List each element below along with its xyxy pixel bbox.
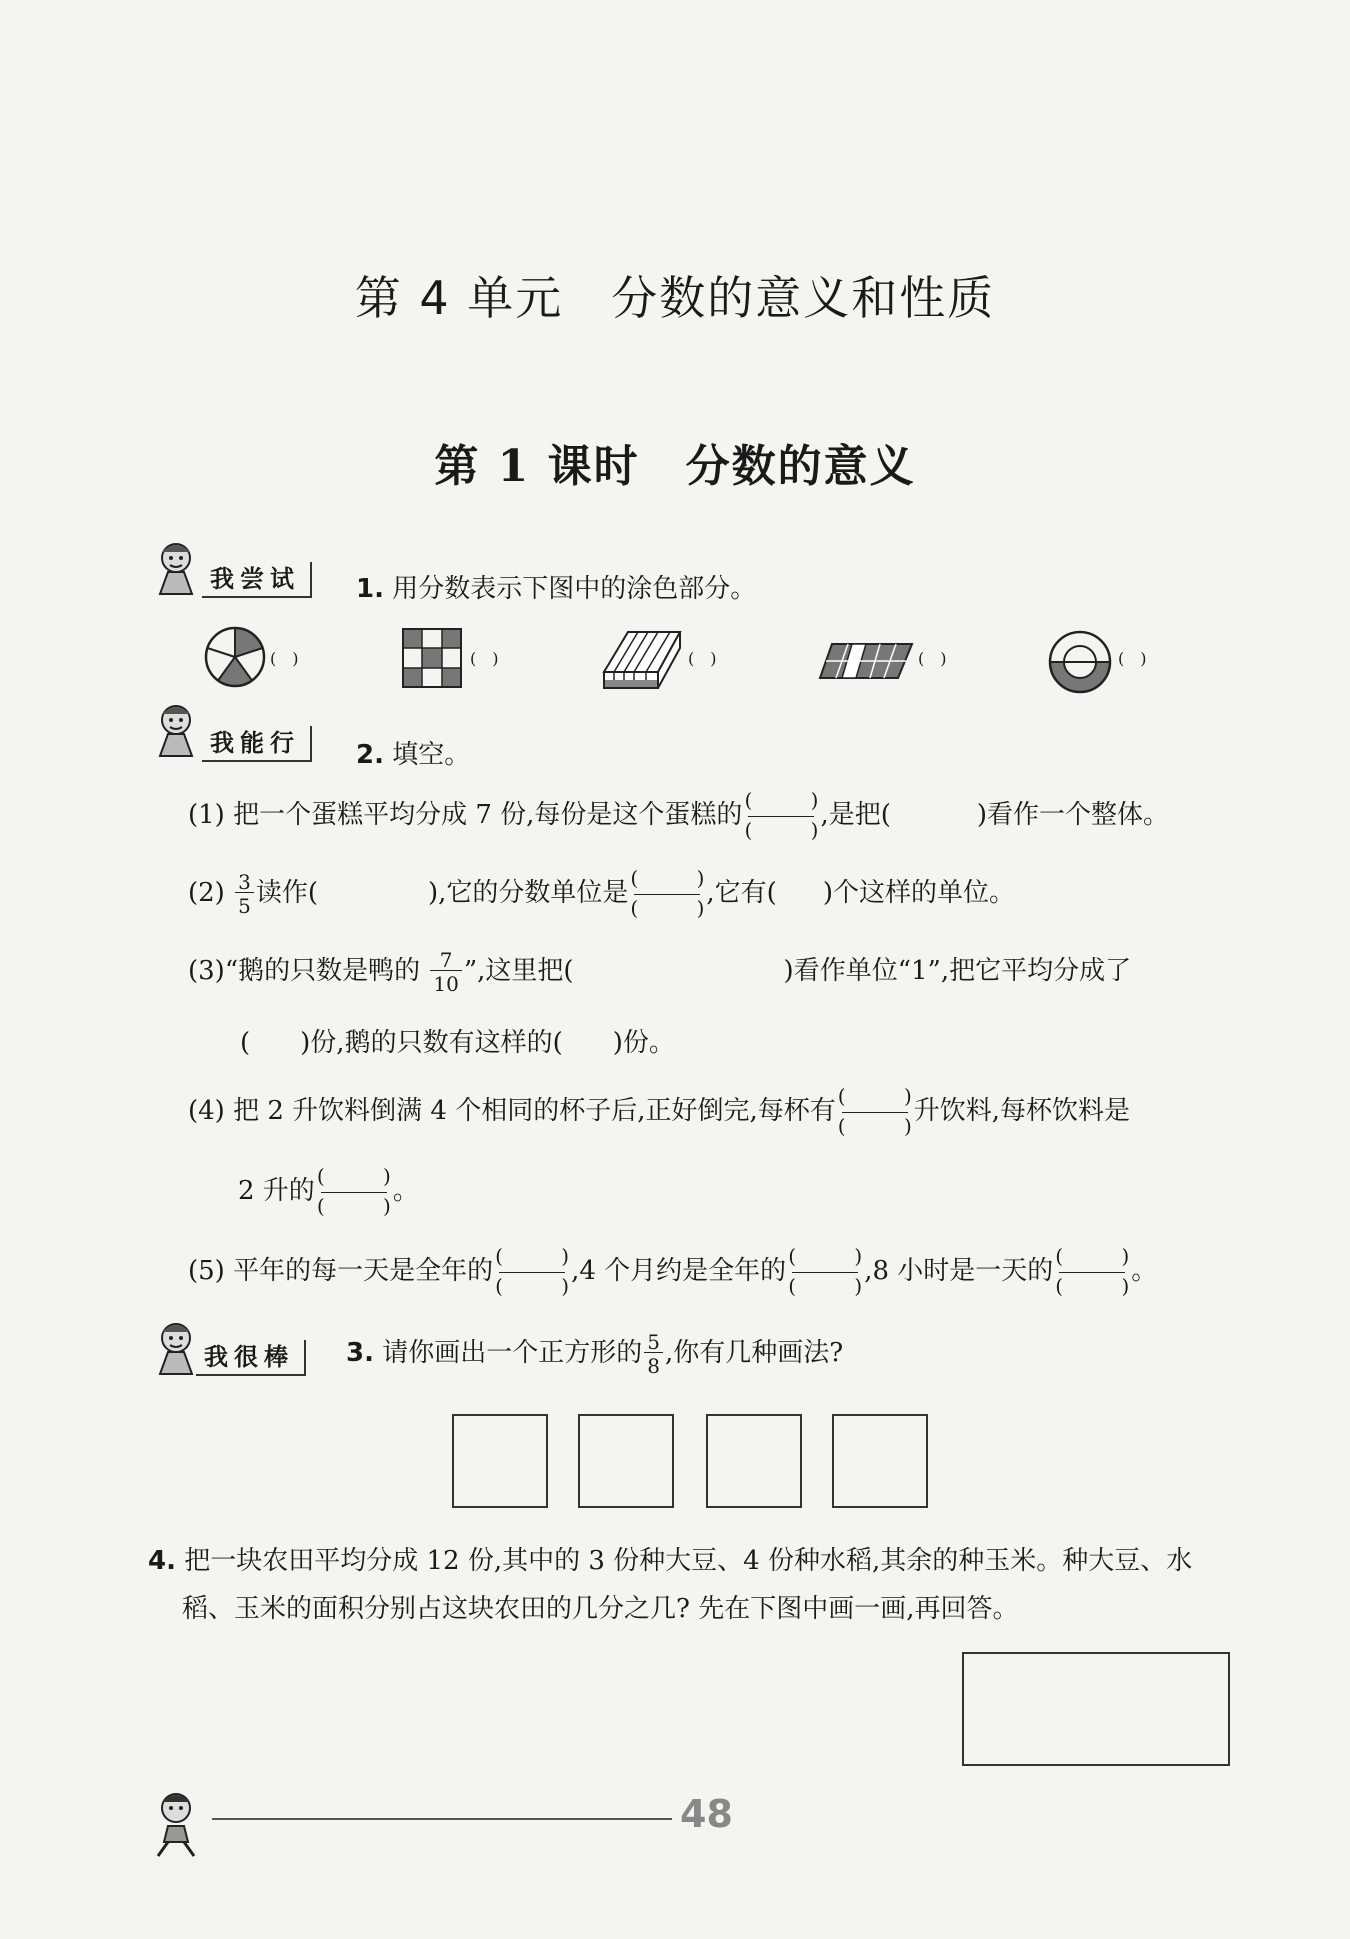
fraction-blank[interactable]: ( ) ( ): [316, 1164, 391, 1218]
q2-p3-text-a: (3)“鹅的只数是鸭的: [188, 956, 421, 986]
q2-p2-text-b: 读作(: [255, 878, 318, 908]
mascot-girl-icon: [150, 538, 202, 602]
q1-text: 用分数表示下图中的涂色部分。: [392, 574, 757, 604]
fraction-blank[interactable]: ( ) ( ): [788, 1244, 863, 1298]
fraction-denominator: 10: [430, 970, 461, 994]
q2-part-4: [188, 1086, 1130, 1138]
q2-p5-text-d: 。: [1131, 1256, 1158, 1286]
drawing-square-2[interactable]: [578, 1414, 674, 1508]
q2-p2-text-c: ),它的分数单位是: [428, 878, 629, 908]
mascot-girl-icon: [150, 700, 202, 764]
q3-text-b: ,你有几种画法?: [664, 1338, 844, 1368]
figure-circle-sectors: [204, 626, 266, 688]
figure-parallelogram: [818, 642, 914, 680]
drawing-square-1[interactable]: [452, 1414, 548, 1508]
fraction-7-10: [430, 950, 461, 994]
figure-ring: [1048, 630, 1112, 694]
q1-number: 1.: [356, 574, 384, 604]
drawing-field-rectangle[interactable]: [962, 1652, 1230, 1766]
fraction-3-5: [235, 872, 254, 916]
q2-part-1: [188, 790, 1169, 842]
q2-part-5: [188, 1246, 1157, 1298]
figure-prism-blocks: [602, 628, 682, 690]
fraction-blank[interactable]: ( ) ( ): [495, 1244, 570, 1298]
q4-line-2: 稻、玉米的面积分别占这块农田的几分之几? 先在下图中画一画,再回答。: [182, 1594, 1019, 1624]
lesson-title: 第 1 课时 分数的意义: [434, 441, 916, 492]
badge-great: 我很棒: [196, 1340, 306, 1376]
q4-line-1: [148, 1540, 1192, 1577]
q2-p5-text-b: ,4 个月约是全年的: [571, 1256, 787, 1286]
q2-p3-text-e: )份,鹅的只数有这样的(: [300, 1028, 563, 1058]
q3-number: 3.: [346, 1338, 374, 1368]
fraction-denominator: 8: [644, 1352, 663, 1376]
q2-part-3-cont: [240, 1022, 675, 1059]
q1-answer-4[interactable]: ( ): [918, 649, 947, 668]
badge-try: 我尝试: [202, 562, 312, 598]
q3-text-a: 请你画出一个正方形的: [382, 1338, 643, 1368]
fraction-blank[interactable]: ( ) ( ): [744, 788, 819, 842]
q2-p3-text-c: )看作单位“1”,把它平均分成了: [783, 956, 1132, 986]
mascot-runner-icon: [146, 1790, 210, 1860]
q1-answer-3[interactable]: ( ): [688, 649, 717, 668]
q1-answer-5[interactable]: ( ): [1118, 649, 1147, 668]
q2-part-2: [188, 868, 1015, 920]
q2-p2-text-d: ,它有(: [706, 878, 777, 908]
drawing-square-4[interactable]: [832, 1414, 928, 1508]
fraction-blank[interactable]: ( ) ( ): [1055, 1244, 1130, 1298]
fraction-blank[interactable]: ( ) ( ): [630, 866, 705, 920]
q4-number: 4.: [148, 1546, 176, 1576]
q2-part-4-cont: [238, 1166, 419, 1218]
drawing-square-3[interactable]: [706, 1414, 802, 1508]
unit-title: 第 4 单元 分数的意义和性质: [354, 271, 996, 325]
fraction-denominator: 5: [235, 892, 254, 916]
page-number: 48: [680, 1792, 733, 1836]
q2-number: 2.: [356, 740, 384, 770]
q2-p1-text-c: )看作一个整体。: [976, 800, 1170, 830]
q2-text: 填空。: [392, 740, 471, 770]
figure-grid-squares: [402, 628, 462, 688]
q2-p1-text-a: (1) 把一个蛋糕平均分成 7 份,每份是这个蛋糕的: [188, 800, 743, 830]
q2-p5-text-a: (5) 平年的每一天是全年的: [188, 1256, 494, 1286]
q2-p4-text-c: 2 升的: [238, 1176, 315, 1206]
fraction-5-8: [644, 1332, 663, 1376]
q2-p3-text-b: ”,这里把(: [463, 956, 574, 986]
q4-text-line-1: 把一块农田平均分成 12 份,其中的 3 份种大豆、4 份种水稻,其余的种玉米。种大豆、水: [184, 1546, 1193, 1576]
q2-p3-text-d: (: [240, 1028, 251, 1058]
q2-p4-text-a: (4) 把 2 升饮料倒满 4 个相同的杯子后,正好倒完,每杯有: [188, 1096, 836, 1126]
q2-p2-text-a: (2): [188, 878, 225, 908]
fraction-numerator: 7: [439, 948, 453, 972]
q3-prompt: [346, 1332, 843, 1376]
q2-p1-text-b: ,是把(: [820, 800, 891, 830]
fraction-numerator: 5: [647, 1330, 660, 1354]
fraction-blank[interactable]: ( ) ( ): [837, 1084, 912, 1138]
q1-answer-1[interactable]: ( ): [270, 649, 299, 668]
footer-rule: [212, 1818, 672, 1820]
q2-p4-text-d: 。: [392, 1176, 419, 1206]
mascot-girl-icon: [150, 1318, 202, 1382]
q2-part-3: [188, 950, 1131, 994]
q1-prompt: [356, 568, 756, 605]
q2-p4-text-b: 升饮料,每杯饮料是: [913, 1096, 1131, 1126]
q1-answer-2[interactable]: ( ): [470, 649, 499, 668]
q2-p3-text-f: )份。: [612, 1028, 675, 1058]
q2-prompt: [356, 734, 470, 771]
q2-p5-text-c: ,8 小时是一天的: [864, 1256, 1054, 1286]
q2-p2-text-e: )个这样的单位。: [822, 878, 1015, 908]
badge-can: 我能行: [202, 726, 312, 762]
fraction-numerator: 3: [238, 870, 251, 894]
